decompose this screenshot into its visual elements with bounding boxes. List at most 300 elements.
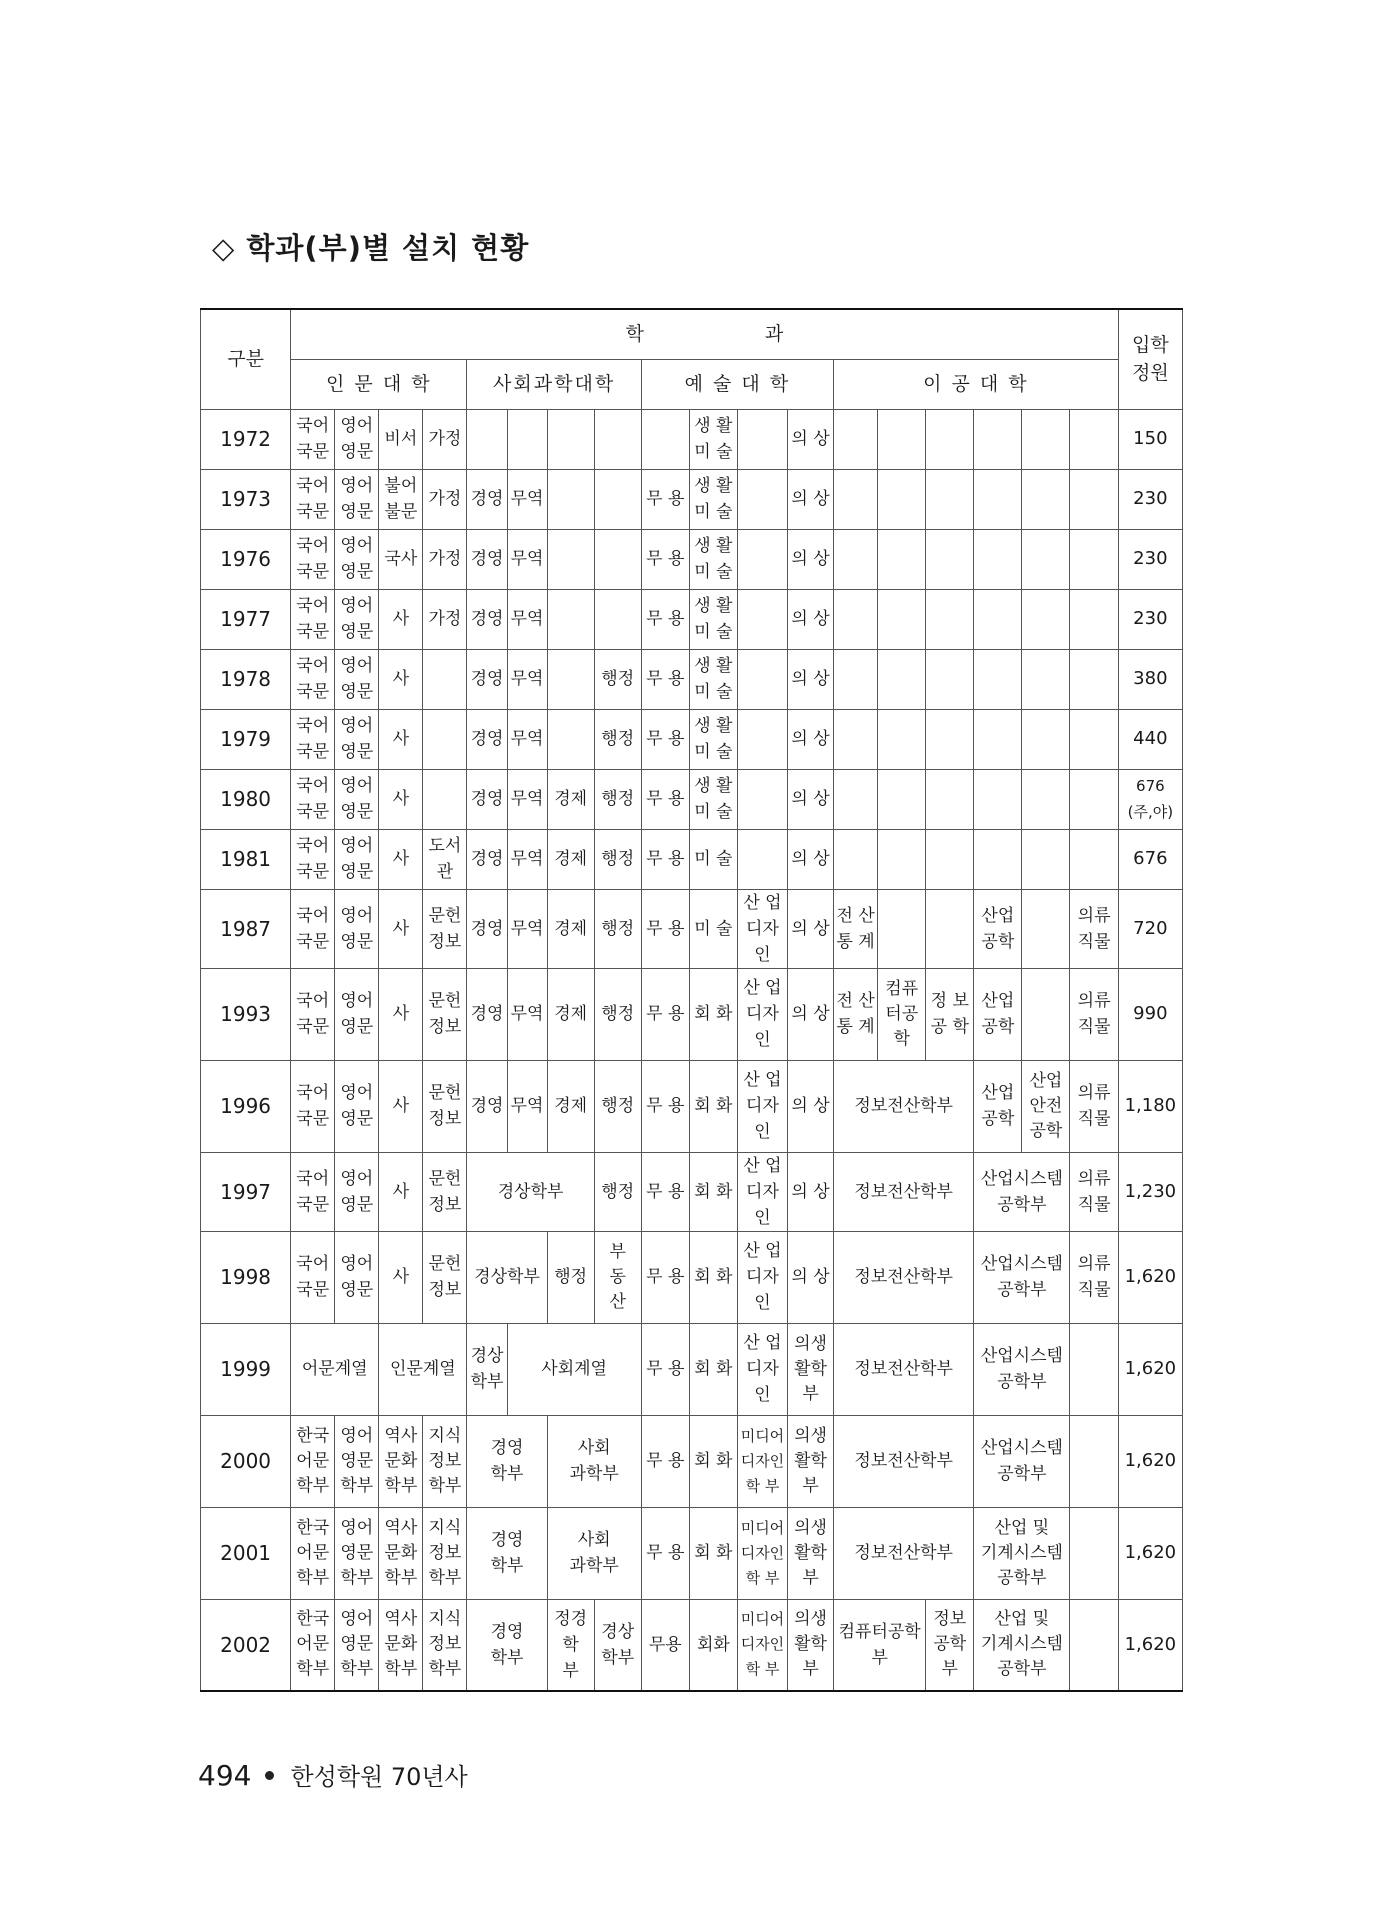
dept-cell — [974, 769, 1022, 829]
dept-cell — [926, 469, 974, 529]
page-footer — [198, 1757, 468, 1792]
dept-cell — [1070, 1599, 1118, 1691]
dept-cell: 행정 — [594, 649, 641, 709]
year-cell: 2002 — [201, 1599, 291, 1691]
dept-cell — [926, 769, 974, 829]
dept-cell: 산업 및 기계시스템 공학부 — [974, 1599, 1070, 1691]
dept-cell — [737, 529, 787, 589]
dept-cell — [926, 409, 974, 469]
dept-cell: 사 — [379, 889, 423, 968]
dept-cell — [878, 769, 926, 829]
dept-cell — [926, 829, 974, 889]
dept-cell — [926, 589, 974, 649]
dept-cell: 무 용 — [641, 1152, 689, 1231]
year-cell: 1987 — [201, 889, 291, 968]
dept-cell: 전 산 통 계 — [834, 889, 878, 968]
dept-cell: 의 상 — [788, 589, 834, 649]
dept-cell: 역사 문화 학부 — [379, 1415, 423, 1507]
dept-cell: 의류 직물 — [1070, 1152, 1118, 1231]
dept-cell: 국어 국문 — [291, 968, 335, 1060]
dept-cell — [926, 649, 974, 709]
dept-cell: 의 상 — [788, 889, 834, 968]
dept-cell: 부 동 산 — [594, 1231, 641, 1323]
dept-cell — [926, 889, 974, 968]
dept-cell — [1022, 968, 1070, 1060]
dept-cell: 경영 — [467, 649, 507, 709]
dept-cell — [1070, 649, 1118, 709]
dept-cell — [1022, 709, 1070, 769]
dept-cell: 행정 — [594, 709, 641, 769]
dept-cell: 사회 과학부 — [547, 1507, 641, 1599]
year-cell: 1993 — [201, 968, 291, 1060]
dept-cell — [737, 829, 787, 889]
dept-cell: 역사 문화 학부 — [379, 1507, 423, 1599]
year-cell: 1999 — [201, 1323, 291, 1415]
dept-cell: 의 상 — [788, 769, 834, 829]
dept-cell — [737, 589, 787, 649]
dept-cell: 의 상 — [788, 1152, 834, 1231]
dept-cell — [641, 409, 689, 469]
year-cell: 1997 — [201, 1152, 291, 1231]
dept-cell: 어문계열 — [291, 1323, 379, 1415]
dept-cell: 정보전산학부 — [834, 1415, 974, 1507]
table-row — [201, 1415, 1183, 1507]
table-row — [201, 1060, 1183, 1152]
dept-cell: 문헌 정보 — [423, 1060, 467, 1152]
dept-cell: 정경학 부 — [547, 1599, 594, 1691]
quota-cell: 440 — [1118, 709, 1182, 769]
dept-cell: 경제 — [547, 889, 594, 968]
quota-cell: 230 — [1118, 469, 1182, 529]
dept-cell: 의 상 — [788, 409, 834, 469]
dept-cell: 경제 — [547, 769, 594, 829]
dept-cell: 경상학부 — [467, 1323, 507, 1415]
year-cell: 1973 — [201, 469, 291, 529]
dept-cell: 회 화 — [689, 1152, 737, 1231]
dept-cell: 산업 공학 — [974, 889, 1022, 968]
dept-cell: 정보 공학 부 — [926, 1599, 974, 1691]
dept-cell: 정보전산학부 — [834, 1507, 974, 1599]
dept-cell — [594, 409, 641, 469]
dept-cell: 경영 — [467, 829, 507, 889]
dept-cell: 회 화 — [689, 1231, 737, 1323]
dept-cell — [547, 529, 594, 589]
dept-cell — [1070, 709, 1118, 769]
dept-cell: 무역 — [507, 1060, 547, 1152]
dept-cell — [878, 409, 926, 469]
dept-cell: 무 용 — [641, 829, 689, 889]
dept-cell: 국어 국문 — [291, 649, 335, 709]
dept-cell — [1022, 649, 1070, 709]
dept-cell: 국어 국문 — [291, 589, 335, 649]
dept-cell: 의생 활학 부 — [788, 1415, 834, 1507]
dept-cell: 국어 국문 — [291, 1231, 335, 1323]
dept-cell: 의 상 — [788, 709, 834, 769]
dept-cell: 비서 — [379, 409, 423, 469]
dept-cell: 미 술 — [689, 889, 737, 968]
dept-cell: 국어 국문 — [291, 769, 335, 829]
dept-cell: 정보전산학부 — [834, 1152, 974, 1231]
dept-cell: 영어 영문 — [335, 709, 379, 769]
dept-cell — [1022, 529, 1070, 589]
table-row — [201, 889, 1183, 968]
dept-cell — [834, 829, 878, 889]
dept-cell: 영어 영문 — [335, 409, 379, 469]
dept-cell — [737, 649, 787, 709]
dept-cell: 컴퓨 터공 학 — [878, 968, 926, 1060]
dept-cell: 무 용 — [641, 1507, 689, 1599]
dept-cell — [737, 409, 787, 469]
dept-cell: 영어 영문 — [335, 968, 379, 1060]
dept-cell — [1070, 769, 1118, 829]
dept-cell — [834, 409, 878, 469]
dept-cell: 한국 어문 학부 — [291, 1415, 335, 1507]
dept-cell — [737, 769, 787, 829]
dept-cell: 생 활 미 술 — [689, 469, 737, 529]
dept-cell — [737, 469, 787, 529]
dept-cell: 생 활 미 술 — [689, 529, 737, 589]
dept-cell — [547, 709, 594, 769]
dept-cell: 국어 국문 — [291, 1060, 335, 1152]
dept-cell: 무역 — [507, 709, 547, 769]
dept-cell: 국어 국문 — [291, 889, 335, 968]
dept-cell: 영어 영문 — [335, 829, 379, 889]
dept-cell — [878, 889, 926, 968]
dept-cell — [974, 469, 1022, 529]
dept-cell — [974, 649, 1022, 709]
dept-cell — [1022, 589, 1070, 649]
dept-cell: 의 상 — [788, 529, 834, 589]
dept-cell — [834, 709, 878, 769]
quota-cell: 1,620 — [1118, 1507, 1182, 1599]
dept-cell: 의류 직물 — [1070, 1231, 1118, 1323]
dept-cell: 생 활 미 술 — [689, 409, 737, 469]
dept-cell: 도서 관 — [423, 829, 467, 889]
dept-cell: 국사 — [379, 529, 423, 589]
dept-cell: 정보전산학부 — [834, 1060, 974, 1152]
dept-cell: 영어 영문 — [335, 1231, 379, 1323]
quota-cell: 1,180 — [1118, 1060, 1182, 1152]
dept-cell: 경영 — [467, 889, 507, 968]
dept-cell: 영어 영문 학부 — [335, 1507, 379, 1599]
dept-cell: 미디어 디자인 학 부 — [737, 1507, 787, 1599]
dept-cell: 정보전산학부 — [834, 1231, 974, 1323]
year-cell: 1978 — [201, 649, 291, 709]
dept-cell: 국어 국문 — [291, 529, 335, 589]
dept-cell — [1070, 529, 1118, 589]
dept-cell: 산업 및 기계시스템 공학부 — [974, 1507, 1070, 1599]
dept-cell: 사 — [379, 1152, 423, 1231]
dept-cell: 무역 — [507, 889, 547, 968]
dept-cell: 산업시스템 공학부 — [974, 1323, 1070, 1415]
dept-cell: 영어 영문 — [335, 589, 379, 649]
dept-cell: 경상 학부 — [594, 1599, 641, 1691]
dept-cell — [1070, 829, 1118, 889]
book-title: 한성학원 70년사 — [290, 1763, 468, 1791]
dept-cell: 무 용 — [641, 769, 689, 829]
dept-cell: 영어 영문 — [335, 1060, 379, 1152]
header-college-humanities: 인 문 대 학 — [291, 359, 467, 409]
dept-cell: 의 상 — [788, 1231, 834, 1323]
dept-cell: 무역 — [507, 829, 547, 889]
dept-cell: 생 활 미 술 — [689, 769, 737, 829]
table-row — [201, 769, 1183, 829]
dept-cell — [1070, 469, 1118, 529]
dept-cell — [834, 469, 878, 529]
dept-cell: 산 업 디자인 — [737, 1323, 787, 1415]
dept-cell — [834, 529, 878, 589]
dept-cell: 무역 — [507, 529, 547, 589]
dept-cell: 정보전산학부 — [834, 1323, 974, 1415]
dept-cell: 미디어 디자인 학 부 — [737, 1415, 787, 1507]
dept-cell — [507, 409, 547, 469]
dept-cell: 영어 영문 — [335, 889, 379, 968]
year-cell: 1981 — [201, 829, 291, 889]
quota-cell: 676 (주,야) — [1118, 769, 1182, 829]
dept-cell: 국어 국문 — [291, 709, 335, 769]
dept-cell: 경영 — [467, 529, 507, 589]
dept-cell — [834, 769, 878, 829]
dept-cell: 사회 과학부 — [547, 1415, 641, 1507]
quota-cell: 1,620 — [1118, 1599, 1182, 1691]
dept-cell: 생 활 미 술 — [689, 589, 737, 649]
dept-cell — [1070, 409, 1118, 469]
dept-cell: 사 — [379, 589, 423, 649]
dept-cell: 행정 — [594, 829, 641, 889]
table-row — [201, 1323, 1183, 1415]
dept-cell — [1070, 1507, 1118, 1599]
bullet-icon — [265, 1771, 274, 1780]
dept-cell: 영어 영문 학부 — [335, 1599, 379, 1691]
dept-cell — [1070, 589, 1118, 649]
dept-cell: 지식 정보 학부 — [423, 1599, 467, 1691]
dept-cell: 의생 활학 부 — [788, 1323, 834, 1415]
dept-cell — [547, 649, 594, 709]
dept-cell — [974, 529, 1022, 589]
dept-cell: 영어 영문 — [335, 769, 379, 829]
dept-cell: 산업시스템 공학부 — [974, 1231, 1070, 1323]
header-hakgwa: 학 과 — [291, 309, 1119, 359]
dept-cell — [974, 829, 1022, 889]
dept-cell: 문헌 정보 — [423, 889, 467, 968]
dept-cell: 의 상 — [788, 968, 834, 1060]
header-ipak: 입학 정원 — [1118, 309, 1182, 409]
dept-cell — [974, 589, 1022, 649]
dept-cell: 역사 문화 학부 — [379, 1599, 423, 1691]
dept-cell: 사 — [379, 649, 423, 709]
dept-cell — [834, 589, 878, 649]
dept-cell: 국어 국문 — [291, 1152, 335, 1231]
year-cell: 2001 — [201, 1507, 291, 1599]
dept-cell — [926, 709, 974, 769]
dept-cell — [594, 589, 641, 649]
table-row — [201, 829, 1183, 889]
dept-cell — [878, 649, 926, 709]
dept-cell: 영어 영문 — [335, 469, 379, 529]
quota-cell: 1,620 — [1118, 1231, 1182, 1323]
dept-cell — [974, 409, 1022, 469]
dept-cell: 의 상 — [788, 1060, 834, 1152]
dept-cell: 국어 국문 — [291, 829, 335, 889]
dept-cell: 회 화 — [689, 1060, 737, 1152]
dept-cell — [423, 649, 467, 709]
dept-cell: 영어 영문 학부 — [335, 1415, 379, 1507]
dept-cell: 사 — [379, 1231, 423, 1323]
dept-cell — [878, 529, 926, 589]
dept-cell: 의 상 — [788, 649, 834, 709]
table-row — [201, 1507, 1183, 1599]
dept-cell: 산업 공학 — [974, 1060, 1022, 1152]
quota-cell: 676 — [1118, 829, 1182, 889]
quota-cell: 380 — [1118, 649, 1182, 709]
dept-cell: 무 용 — [641, 968, 689, 1060]
table-row — [201, 589, 1183, 649]
dept-cell: 산 업 디자인 — [737, 968, 787, 1060]
dept-cell: 문헌 정보 — [423, 968, 467, 1060]
dept-cell: 영어 영문 — [335, 1152, 379, 1231]
dept-cell: 지식 정보 학부 — [423, 1415, 467, 1507]
dept-cell — [1070, 1415, 1118, 1507]
page-number: 494 — [198, 1759, 252, 1792]
quota-cell: 150 — [1118, 409, 1182, 469]
dept-cell: 경제 — [547, 1060, 594, 1152]
dept-cell: 의류 직물 — [1070, 1060, 1118, 1152]
dept-cell: 경영 — [467, 968, 507, 1060]
dept-cell: 무 용 — [641, 469, 689, 529]
dept-cell: 가정 — [423, 529, 467, 589]
dept-cell: 경영 — [467, 709, 507, 769]
dept-cell: 의류 직물 — [1070, 889, 1118, 968]
page-title: ◇ 학과(부)별 설치 현황 — [212, 231, 530, 265]
dept-cell: 무역 — [507, 968, 547, 1060]
dept-cell: 산 업 디자인 — [737, 1231, 787, 1323]
dept-cell: 영어 영문 — [335, 649, 379, 709]
dept-cell: 무 용 — [641, 1060, 689, 1152]
table-row — [201, 409, 1183, 469]
dept-cell: 의 상 — [788, 469, 834, 529]
dept-cell — [547, 589, 594, 649]
dept-cell: 산 업 디자인 — [737, 889, 787, 968]
dept-cell: 경영 — [467, 469, 507, 529]
quota-cell: 990 — [1118, 968, 1182, 1060]
dept-cell: 무용 — [641, 1599, 689, 1691]
dept-cell: 행정 — [547, 1231, 594, 1323]
dept-cell: 불어 불문 — [379, 469, 423, 529]
dept-cell — [834, 649, 878, 709]
dept-cell: 행정 — [594, 769, 641, 829]
dept-cell: 산업시스템 공학부 — [974, 1152, 1070, 1231]
header-college-arts: 예 술 대 학 — [641, 359, 833, 409]
dept-cell — [1022, 889, 1070, 968]
year-cell: 2000 — [201, 1415, 291, 1507]
dept-cell: 행정 — [594, 1060, 641, 1152]
year-cell: 1977 — [201, 589, 291, 649]
header-college-social-science: 사회과학대학 — [467, 359, 641, 409]
quota-cell: 720 — [1118, 889, 1182, 968]
dept-cell: 사회계열 — [507, 1323, 641, 1415]
dept-cell — [737, 709, 787, 769]
dept-cell: 행정 — [594, 1152, 641, 1231]
dept-cell: 가정 — [423, 409, 467, 469]
dept-cell: 산 업 디자인 — [737, 1152, 787, 1231]
dept-cell: 사 — [379, 769, 423, 829]
year-cell: 1980 — [201, 769, 291, 829]
table-row — [201, 1152, 1183, 1231]
dept-cell: 정 보 공 학 — [926, 968, 974, 1060]
dept-cell — [1022, 469, 1070, 529]
dept-cell: 문헌 정보 — [423, 1231, 467, 1323]
dept-cell: 무역 — [507, 769, 547, 829]
dept-cell — [467, 409, 507, 469]
dept-cell: 행정 — [594, 889, 641, 968]
dept-cell: 전 산 통 계 — [834, 968, 878, 1060]
dept-cell: 회화 — [689, 1599, 737, 1691]
dept-cell — [1022, 829, 1070, 889]
dept-cell: 무 용 — [641, 649, 689, 709]
dept-cell: 행정 — [594, 968, 641, 1060]
table-row — [201, 709, 1183, 769]
dept-cell: 경제 — [547, 968, 594, 1060]
dept-cell — [1022, 409, 1070, 469]
dept-cell: 산업시스템 공학부 — [974, 1415, 1070, 1507]
quota-cell: 230 — [1118, 529, 1182, 589]
dept-cell: 회 화 — [689, 968, 737, 1060]
dept-cell: 무 용 — [641, 889, 689, 968]
quota-cell: 1,230 — [1118, 1152, 1182, 1231]
dept-cell: 가정 — [423, 469, 467, 529]
dept-cell: 문헌 정보 — [423, 1152, 467, 1231]
dept-cell — [594, 469, 641, 529]
dept-cell — [423, 769, 467, 829]
dept-cell — [547, 409, 594, 469]
dept-cell: 경제 — [547, 829, 594, 889]
year-cell: 1972 — [201, 409, 291, 469]
dept-cell: 의류 직물 — [1070, 968, 1118, 1060]
dept-cell: 무역 — [507, 649, 547, 709]
table-row — [201, 469, 1183, 529]
dept-cell — [926, 529, 974, 589]
dept-cell: 산업 공학 — [974, 968, 1022, 1060]
dept-cell: 한국 어문 학부 — [291, 1507, 335, 1599]
dept-cell: 컴퓨터공학 부 — [834, 1599, 926, 1691]
dept-cell: 미디어 디자인 학 부 — [737, 1599, 787, 1691]
header-college-engineering: 이 공 대 학 — [834, 359, 1119, 409]
dept-cell — [594, 529, 641, 589]
dept-cell: 무 용 — [641, 709, 689, 769]
dept-cell: 사 — [379, 1060, 423, 1152]
table-row — [201, 649, 1183, 709]
dept-cell: 회 화 — [689, 1415, 737, 1507]
dept-cell: 경상학부 — [467, 1152, 594, 1231]
dept-cell: 경영 — [467, 1060, 507, 1152]
dept-cell: 무 용 — [641, 529, 689, 589]
table-row — [201, 529, 1183, 589]
year-cell: 1998 — [201, 1231, 291, 1323]
quota-cell: 1,620 — [1118, 1415, 1182, 1507]
quota-cell: 230 — [1118, 589, 1182, 649]
dept-cell — [1070, 1323, 1118, 1415]
dept-cell: 경영 학부 — [467, 1507, 547, 1599]
dept-cell — [878, 709, 926, 769]
table-row — [201, 1231, 1183, 1323]
dept-cell: 경영 — [467, 589, 507, 649]
dept-cell: 무 용 — [641, 589, 689, 649]
dept-cell — [423, 709, 467, 769]
dept-cell: 경영 학부 — [467, 1415, 547, 1507]
year-cell: 1979 — [201, 709, 291, 769]
dept-cell: 무 용 — [641, 1231, 689, 1323]
dept-cell: 사 — [379, 829, 423, 889]
